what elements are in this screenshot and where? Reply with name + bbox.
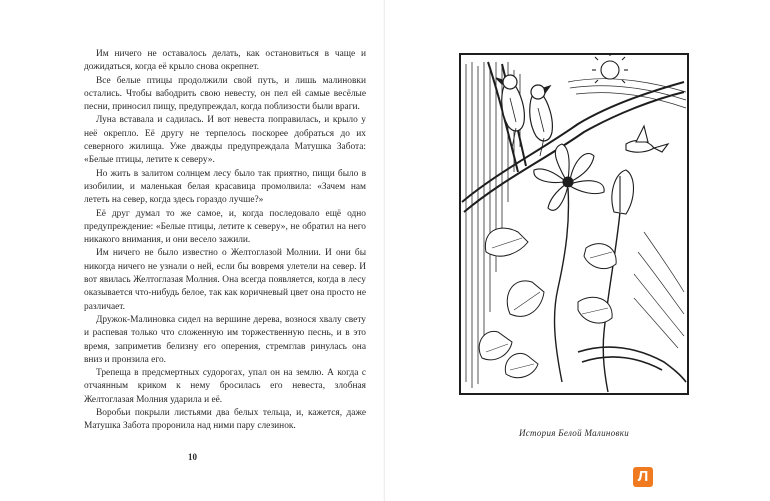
paragraph-5: Её друг думал то же самое, и, когда последовало ещё одно предупреждение: «Белые птицы, летите к северу», не обратил на него никакого внимания, и они весело зажили.: [84, 208, 366, 246]
paragraph-8: Трепеща в предсмертных судорогах, упал он на землю. А когда с отчаянным криком к нему бросилась его невеста, злобная Желтоглазая Молния ударила и её.: [84, 368, 366, 405]
paragraph-9: Воробьи покрыли листьями два белых тельца, и, кажется, даже Матушка Забота проронила над ними пару слезинок.: [84, 408, 366, 432]
illustration-caption: История Белой Малиновки: [518, 428, 630, 438]
paragraph-7: Дружок-Малиновка сидел на вершине дерева, вознося хвалу свету и распевая только что сложенную им торжественную песнь, и в это время, заприметив белизну его оперения, стремглав ринулась она вниз и пронзила его.: [84, 314, 366, 365]
paragraph-2: Все белые птицы продолжили свой путь, и лишь малиновки остались. Чтобы вабодрить свою невесту, он пел ей самые весёлые песни, приносил пищу, предупреждал, когда поблизости были враги.: [84, 75, 366, 113]
publisher-logo: Л: [633, 467, 653, 487]
paragraph-3: Луна вставала и садилась. И вот невеста поправилась, и крыло у неё окрепло. Её другу не терпелось поскорее добраться до их северного жилища. Уже дважды предупреждала Матушка Забота: «Белые птицы, летите к северу».: [84, 115, 366, 166]
paragraph-4: Но жить в залитом солнцем лесу было так приятно, пищи было в изобилии, и маленькая белая красавица промолвила: «Зачем нам лететь на север, когда здесь гораздо лучше?»: [84, 168, 366, 206]
bird-flower-illustration-icon: [458, 52, 690, 396]
paragraph-6: Им ничего не было известно о Желтоглазой Молнии. И они бы никогда ничего не узнали о ней, если бы вовремя улетели на север. И вот явилась Желтоглазая Молния. Она всегда появляется, когда в лесу оказывается что-нибудь белое, так как коричневый цвет она просто не различает.: [84, 248, 366, 312]
paragraph-1: Им ничего не оставалось делать, как остановиться в чаще и дожидаться, когда её крыло снова окрепнет.: [84, 49, 366, 73]
story-text: [84, 48, 366, 434]
page-number: 10: [188, 452, 197, 462]
